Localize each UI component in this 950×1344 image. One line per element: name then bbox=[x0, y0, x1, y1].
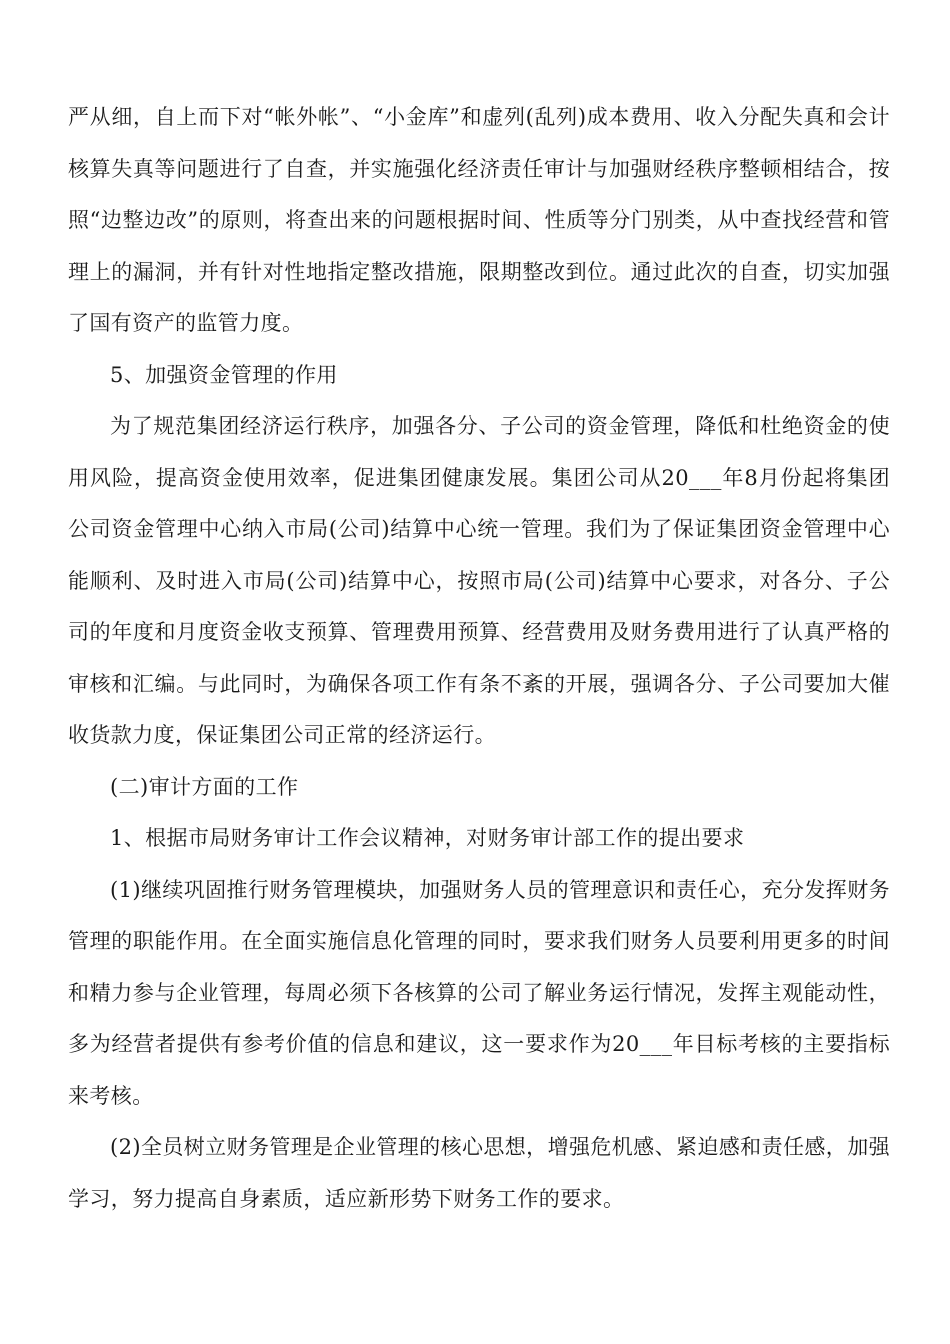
paragraph-self-inspection: 严从细，自上而下对“帐外帐”、“小金库”和虚列(乱列)成本费用、收入分配失真和会计核算失真等问题进行了自查，并实施强化经济责任审计与加强财经秩序整顿相结合，按照“边整边改”的原则，将查出来的问题根据时间、性质等分门别类，从中查找经营和管理上的漏洞，并有针对性地指定整改措施，限期整改到位。通过此次的自查，切实加强了国有资产的监管力度。 bbox=[68, 105, 890, 335]
paragraph-requirement-1: (1)继续巩固推行财务管理模块，加强财务人员的管理意识和责任心，充分发挥财务管理的职能作用。在全面实施信息化管理的同时，要求我们财务人员要利用更多的时间和精力参与企业管理，每周必须下各核算的公司了解业务运行情况，发挥主观能动性，多为经营者提供有参考价值的信息和建议，这一要求作为20___年目标考核的主要指标来考核。 bbox=[68, 877, 890, 1108]
heading-audit-requirements: 1、根据市局财务审计工作会议精神，对财务审计部工作的提出要求 bbox=[110, 826, 745, 850]
heading-fund-management: 5、加强资金管理的作用 bbox=[110, 362, 338, 387]
paragraph-fund-management: 为了规范集团经济运行秩序，加强各分、子公司的资金管理，降低和杜绝资金的使用风险，提高资金使用效率，促进集团健康发展。集团公司从20___年8月份起将集团公司资金管理中心纳入市局(公司)结算中心统一管理。我们为了保证集团资金管理中心能顺利、及时进入市局(公司)结算中心，按照市局(公司)结算中心要求，对各分、子公司的年度和月度资金收支预算、管理费用预算、经营费用及财务费用进行了认真严格的审核和汇编。与此同时，为确保各项工作有条不紊的开展，强调各分、子公司要加大催收货款力度，保证集团公司正常的经济运行。 bbox=[68, 414, 890, 747]
paragraph-requirement-2: (2)全员树立财务管理是企业管理的核心思想，增强危机感、紧迫感和责任感，加强学习，努力提高自身素质，适应新形势下财务工作的要求。 bbox=[68, 1135, 890, 1211]
document-body bbox=[68, 92, 890, 1225]
heading-audit-work: (二)审计方面的工作 bbox=[110, 774, 299, 799]
